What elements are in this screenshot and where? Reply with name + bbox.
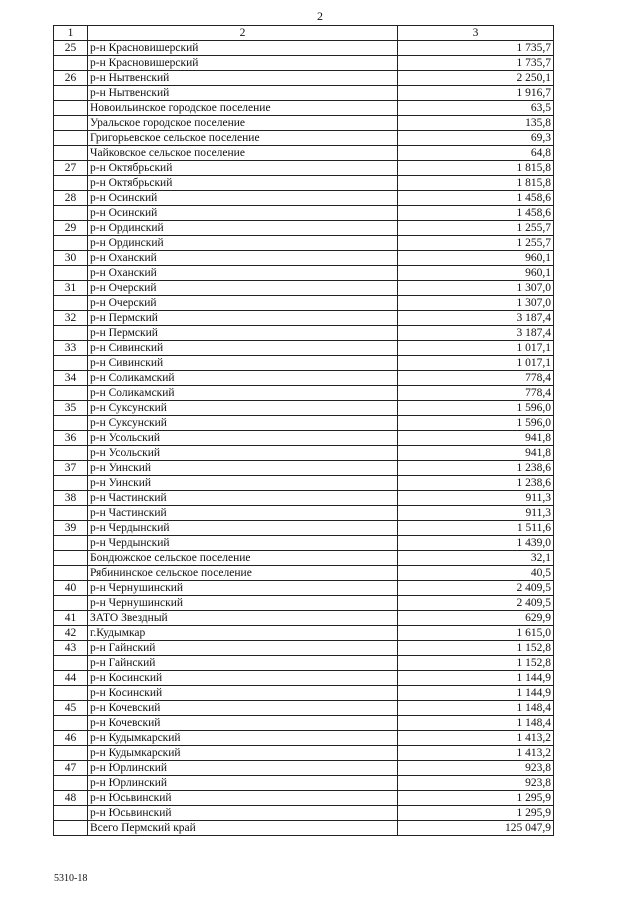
row-number-cell xyxy=(54,536,88,551)
table-row xyxy=(54,416,554,431)
row-number-cell xyxy=(54,116,88,131)
amount-cell: 1 238,6 xyxy=(398,461,554,476)
row-number-cell: 42 xyxy=(54,626,88,641)
row-number-cell xyxy=(54,776,88,791)
territory-name-cell: Чайковское сельское поселение xyxy=(88,146,398,161)
allocation-table xyxy=(53,25,554,836)
row-number-cell: 41 xyxy=(54,611,88,626)
amount-cell: 1 255,7 xyxy=(398,236,554,251)
table-row xyxy=(54,446,554,461)
row-number-cell xyxy=(54,821,88,836)
table-row xyxy=(54,776,554,791)
amount-cell: 911,3 xyxy=(398,506,554,521)
table-row xyxy=(54,656,554,671)
amount-cell: 1 596,0 xyxy=(398,401,554,416)
territory-name-cell: р-н Усольский xyxy=(88,446,398,461)
territory-name-cell: р-н Октябрьский xyxy=(88,161,398,176)
territory-name-cell: р-н Пермский xyxy=(88,311,398,326)
amount-cell: 1 295,9 xyxy=(398,791,554,806)
row-number-cell xyxy=(54,131,88,146)
table-body xyxy=(54,41,554,836)
row-number-cell xyxy=(54,566,88,581)
table-row xyxy=(54,506,554,521)
amount-cell: 135,8 xyxy=(398,116,554,131)
amount-cell: 941,8 xyxy=(398,431,554,446)
row-number-cell xyxy=(54,266,88,281)
territory-name-cell: р-н Суксунский xyxy=(88,401,398,416)
territory-name-cell: Рябининское сельское поселение xyxy=(88,566,398,581)
document-code: 5310-18 xyxy=(54,873,88,884)
table-row xyxy=(54,536,554,551)
territory-name-cell: р-н Чердынский xyxy=(88,536,398,551)
amount-cell: 1 735,7 xyxy=(398,56,554,71)
row-number-cell xyxy=(54,686,88,701)
table-row xyxy=(54,341,554,356)
table-row xyxy=(54,581,554,596)
territory-name-cell: р-н Красновишерский xyxy=(88,56,398,71)
amount-cell: 1 458,6 xyxy=(398,191,554,206)
territory-name-cell: р-н Юсьвинский xyxy=(88,806,398,821)
table-row xyxy=(54,56,554,71)
row-number-cell xyxy=(54,506,88,521)
territory-name-cell: Всего Пермский край xyxy=(88,821,398,836)
territory-name-cell: р-н Гайнский xyxy=(88,641,398,656)
table-row xyxy=(54,806,554,821)
amount-cell: 32,1 xyxy=(398,551,554,566)
table-row xyxy=(54,791,554,806)
table-row xyxy=(54,731,554,746)
amount-cell: 125 047,9 xyxy=(398,821,554,836)
table-row xyxy=(54,386,554,401)
table-row xyxy=(54,251,554,266)
territory-name-cell: р-н Осинский xyxy=(88,191,398,206)
table-row xyxy=(54,821,554,836)
table-row xyxy=(54,176,554,191)
amount-cell: 1 148,4 xyxy=(398,701,554,716)
territory-name-cell: р-н Чердынский xyxy=(88,521,398,536)
row-number-cell xyxy=(54,296,88,311)
row-number-cell: 43 xyxy=(54,641,88,656)
amount-cell: 1 144,9 xyxy=(398,671,554,686)
row-number-cell: 27 xyxy=(54,161,88,176)
table-row xyxy=(54,236,554,251)
row-number-cell: 44 xyxy=(54,671,88,686)
territory-name-cell: р-н Чернушинский xyxy=(88,596,398,611)
territory-name-cell: р-н Кочевский xyxy=(88,701,398,716)
table-row xyxy=(54,191,554,206)
amount-cell: 778,4 xyxy=(398,386,554,401)
row-number-cell: 47 xyxy=(54,761,88,776)
table-row xyxy=(54,161,554,176)
row-number-cell xyxy=(54,206,88,221)
row-number-cell: 28 xyxy=(54,191,88,206)
territory-name-cell: р-н Октябрьский xyxy=(88,176,398,191)
table-row xyxy=(54,611,554,626)
amount-cell: 1 295,9 xyxy=(398,806,554,821)
row-number-cell xyxy=(54,326,88,341)
amount-cell: 2 409,5 xyxy=(398,581,554,596)
territory-name-cell: р-н Юрлинский xyxy=(88,776,398,791)
territory-name-cell: р-н Ординский xyxy=(88,236,398,251)
table-row xyxy=(54,461,554,476)
territory-name-cell: р-н Соликамский xyxy=(88,386,398,401)
column-header-1: 1 xyxy=(54,26,88,41)
amount-cell: 63,5 xyxy=(398,101,554,116)
amount-cell: 1 815,8 xyxy=(398,176,554,191)
amount-cell: 1 238,6 xyxy=(398,476,554,491)
amount-cell: 1 017,1 xyxy=(398,356,554,371)
row-number-cell: 31 xyxy=(54,281,88,296)
table-row xyxy=(54,746,554,761)
amount-cell: 1 735,7 xyxy=(398,41,554,56)
row-number-cell: 36 xyxy=(54,431,88,446)
amount-cell: 1 916,7 xyxy=(398,86,554,101)
table-row xyxy=(54,491,554,506)
table-row xyxy=(54,566,554,581)
row-number-cell xyxy=(54,176,88,191)
amount-cell: 960,1 xyxy=(398,251,554,266)
row-number-cell: 45 xyxy=(54,701,88,716)
territory-name-cell: р-н Сивинский xyxy=(88,341,398,356)
amount-cell: 1 152,8 xyxy=(398,656,554,671)
table-row xyxy=(54,221,554,236)
territory-name-cell: р-н Уинский xyxy=(88,476,398,491)
amount-cell: 64,8 xyxy=(398,146,554,161)
amount-cell: 1 413,2 xyxy=(398,731,554,746)
column-header-2: 2 xyxy=(88,26,398,41)
row-number-cell: 29 xyxy=(54,221,88,236)
table-row xyxy=(54,101,554,116)
territory-name-cell: г.Кудымкар xyxy=(88,626,398,641)
territory-name-cell: р-н Ординский xyxy=(88,221,398,236)
territory-name-cell: р-н Кудымкарский xyxy=(88,746,398,761)
amount-cell: 941,8 xyxy=(398,446,554,461)
amount-cell: 3 187,4 xyxy=(398,326,554,341)
amount-cell: 1 144,9 xyxy=(398,686,554,701)
territory-name-cell: ЗАТО Звездный xyxy=(88,611,398,626)
table-row xyxy=(54,476,554,491)
table-row xyxy=(54,326,554,341)
table-row xyxy=(54,431,554,446)
table-row xyxy=(54,266,554,281)
table-row xyxy=(54,641,554,656)
row-number-cell: 38 xyxy=(54,491,88,506)
territory-name-cell: р-н Гайнский xyxy=(88,656,398,671)
table-row xyxy=(54,686,554,701)
amount-cell: 960,1 xyxy=(398,266,554,281)
row-number-cell: 30 xyxy=(54,251,88,266)
table-row xyxy=(54,401,554,416)
table-row xyxy=(54,371,554,386)
amount-cell: 1 148,4 xyxy=(398,716,554,731)
row-number-cell: 46 xyxy=(54,731,88,746)
territory-name-cell: р-н Суксунский xyxy=(88,416,398,431)
amount-cell: 923,8 xyxy=(398,776,554,791)
row-number-cell xyxy=(54,476,88,491)
row-number-cell xyxy=(54,56,88,71)
table-row xyxy=(54,356,554,371)
territory-name-cell: р-н Юрлинский xyxy=(88,761,398,776)
territory-name-cell: р-н Частинский xyxy=(88,506,398,521)
table-row xyxy=(54,716,554,731)
table-row xyxy=(54,206,554,221)
territory-name-cell: р-н Соликамский xyxy=(88,371,398,386)
territory-name-cell: р-н Косинский xyxy=(88,671,398,686)
row-number-cell xyxy=(54,806,88,821)
amount-cell: 1 511,6 xyxy=(398,521,554,536)
amount-cell: 69,3 xyxy=(398,131,554,146)
territory-name-cell: р-н Юсьвинский xyxy=(88,791,398,806)
amount-cell: 629,9 xyxy=(398,611,554,626)
table-row xyxy=(54,71,554,86)
row-number-cell xyxy=(54,596,88,611)
amount-cell: 2 250,1 xyxy=(398,71,554,86)
table-row xyxy=(54,626,554,641)
amount-cell: 923,8 xyxy=(398,761,554,776)
amount-cell: 1 152,8 xyxy=(398,641,554,656)
territory-name-cell: р-н Нытвенский xyxy=(88,86,398,101)
table-row xyxy=(54,701,554,716)
row-number-cell xyxy=(54,446,88,461)
territory-name-cell: р-н Нытвенский xyxy=(88,71,398,86)
territory-name-cell: р-н Кочевский xyxy=(88,716,398,731)
territory-name-cell: р-н Уинский xyxy=(88,461,398,476)
table-row xyxy=(54,41,554,56)
row-number-cell xyxy=(54,356,88,371)
amount-cell: 3 187,4 xyxy=(398,311,554,326)
territory-name-cell: Уральское городское поселение xyxy=(88,116,398,131)
territory-name-cell: р-н Косинский xyxy=(88,686,398,701)
table-row xyxy=(54,521,554,536)
row-number-cell xyxy=(54,146,88,161)
table-row xyxy=(54,596,554,611)
amount-cell: 1 307,0 xyxy=(398,296,554,311)
row-number-cell: 35 xyxy=(54,401,88,416)
territory-name-cell: р-н Осинский xyxy=(88,206,398,221)
territory-name-cell: р-н Кудымкарский xyxy=(88,731,398,746)
territory-name-cell: Новоильинское городское поселение xyxy=(88,101,398,116)
table-row xyxy=(54,311,554,326)
table-row xyxy=(54,671,554,686)
territory-name-cell: р-н Усольский xyxy=(88,431,398,446)
row-number-cell xyxy=(54,716,88,731)
amount-cell: 2 409,5 xyxy=(398,596,554,611)
amount-cell: 1 596,0 xyxy=(398,416,554,431)
row-number-cell: 39 xyxy=(54,521,88,536)
table-row xyxy=(54,146,554,161)
table-row xyxy=(54,281,554,296)
amount-cell: 1 307,0 xyxy=(398,281,554,296)
amount-cell: 1 439,0 xyxy=(398,536,554,551)
territory-name-cell: р-н Оханский xyxy=(88,266,398,281)
amount-cell: 1 255,7 xyxy=(398,221,554,236)
row-number-cell xyxy=(54,386,88,401)
row-number-cell xyxy=(54,656,88,671)
territory-name-cell: р-н Красновишерский xyxy=(88,41,398,56)
territory-name-cell: Григорьевское сельское поселение xyxy=(88,131,398,146)
territory-name-cell: р-н Очерский xyxy=(88,296,398,311)
table-row xyxy=(54,296,554,311)
table-row xyxy=(54,116,554,131)
row-number-cell: 32 xyxy=(54,311,88,326)
table-row xyxy=(54,131,554,146)
territory-name-cell: Бондюжское сельское поселение xyxy=(88,551,398,566)
table-row xyxy=(54,551,554,566)
territory-name-cell: р-н Частинский xyxy=(88,491,398,506)
row-number-cell xyxy=(54,746,88,761)
row-number-cell: 48 xyxy=(54,791,88,806)
territory-name-cell: р-н Сивинский xyxy=(88,356,398,371)
row-number-cell xyxy=(54,416,88,431)
amount-cell: 1 815,8 xyxy=(398,161,554,176)
territory-name-cell: р-н Очерский xyxy=(88,281,398,296)
amount-cell: 1 458,6 xyxy=(398,206,554,221)
row-number-cell xyxy=(54,551,88,566)
territory-name-cell: р-н Оханский xyxy=(88,251,398,266)
row-number-cell: 26 xyxy=(54,71,88,86)
row-number-cell: 34 xyxy=(54,371,88,386)
row-number-cell: 40 xyxy=(54,581,88,596)
row-number-cell xyxy=(54,236,88,251)
row-number-cell: 33 xyxy=(54,341,88,356)
row-number-cell: 37 xyxy=(54,461,88,476)
amount-cell: 1 615,0 xyxy=(398,626,554,641)
amount-cell: 911,3 xyxy=(398,491,554,506)
table-header-row xyxy=(54,26,554,41)
row-number-cell xyxy=(54,101,88,116)
amount-cell: 1 017,1 xyxy=(398,341,554,356)
amount-cell: 778,4 xyxy=(398,371,554,386)
territory-name-cell: р-н Пермский xyxy=(88,326,398,341)
column-header-3: 3 xyxy=(398,26,554,41)
table-row xyxy=(54,761,554,776)
amount-cell: 1 413,2 xyxy=(398,746,554,761)
table-row xyxy=(54,86,554,101)
row-number-cell: 25 xyxy=(54,41,88,56)
territory-name-cell: р-н Чернушинский xyxy=(88,581,398,596)
row-number-cell xyxy=(54,86,88,101)
amount-cell: 40,5 xyxy=(398,566,554,581)
page-number: 2 xyxy=(317,9,323,23)
